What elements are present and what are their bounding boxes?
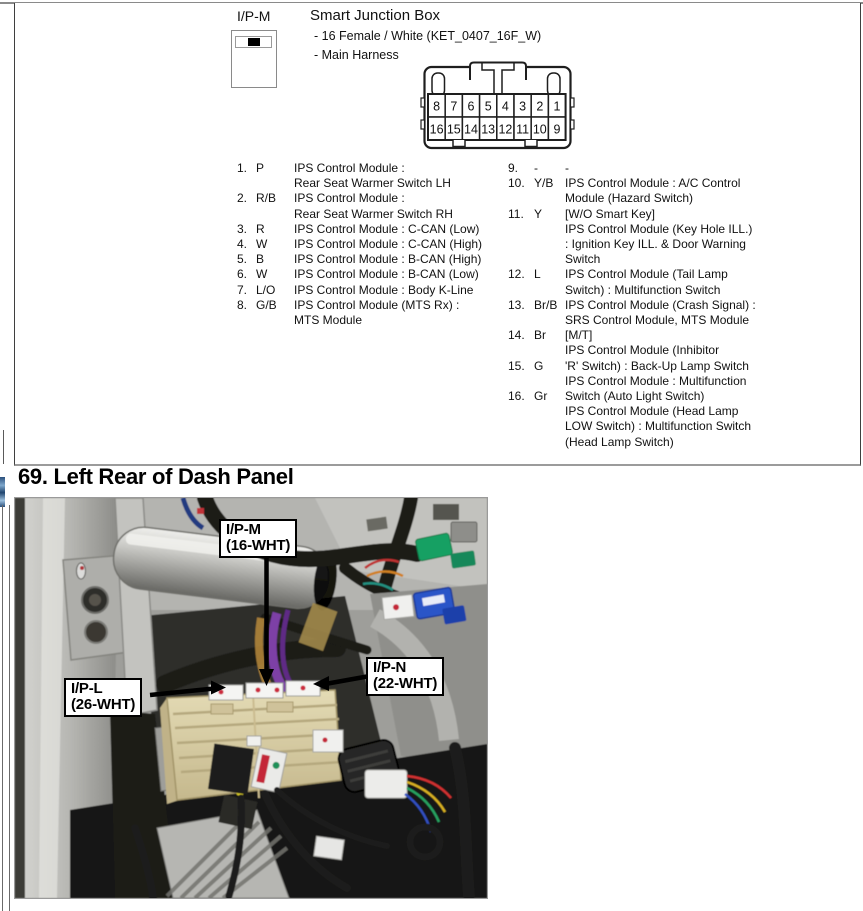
bottom-notch [525,140,537,147]
pin-number: 3. [237,221,248,236]
pin-number-wire [508,207,565,222]
pin-description [565,298,776,328]
pin-description-line: Switch [565,252,601,267]
pin-description-line: IPS Control Module (Head Lamp [565,404,739,419]
pin-cell-number: 4 [501,99,509,114]
left-edge-blue-artifact [0,477,5,507]
wire-color-code: Br/B [534,297,558,312]
pin-number-wire [237,298,294,313]
connector-latch-tab [470,63,526,81]
wire-color-code: Y [534,206,543,221]
pin-number: 5. [237,252,248,267]
pin-description [565,389,776,450]
pin-grid [428,94,566,140]
label-connector-detail: (26-WHT) [71,696,136,713]
pin-description-line: IPS Control Module (Crash Signal) : [565,297,756,312]
pin-number: 2. [237,191,248,206]
red-bit [197,508,204,514]
grommet [85,621,107,643]
pin-description-line: IPS Control Module : Multifunction [565,373,747,388]
pin-description-line: IPS Control Module (Tail Lamp [565,267,728,282]
photo-label-ipm [219,519,297,558]
pin-number-wire [237,222,294,237]
pin-item [508,389,776,450]
pin-cell-number: 12 [498,122,513,137]
pin-number-wire [508,359,565,374]
connector-subtitle-type: - 16 Female / White (KET_0407_16F_W) [314,29,542,43]
pin-cell-number: 11 [516,122,530,137]
pin-description-line: Module (Hazard Switch) [565,191,694,206]
left-edge-line-inner [9,505,10,911]
white-connector-right [382,594,414,619]
bracket-hole [433,504,459,520]
connector-spec-panel [14,3,861,466]
pin-description-line: (Head Lamp Switch) [565,434,674,449]
pin-number: 13. [508,297,525,312]
pin-cell-number: 13 [481,122,496,137]
connector-icon-latch [235,36,272,48]
grommet-center [89,594,101,606]
pin-number-wire [237,191,294,206]
location-photo [14,497,488,899]
pin-description-line: IPS Control Module : Body K-Line [294,282,474,297]
pin-description-line: IPS Control Module (MTS Rx) : [294,297,460,312]
pin-description-line: [M/T] [565,328,593,343]
corner-slot-right [548,73,561,96]
pin-number: 6. [237,267,248,282]
pin-cell-number: 14 [464,122,478,137]
pin-description [565,328,776,358]
bottom-notch [453,140,465,147]
pin-description-line: Switch (Auto Light Switch) [565,389,705,404]
pin-description-line: IPS Control Module : B-CAN (High) [294,252,482,267]
pin-cell-number: 2 [536,99,544,114]
pin-item [237,283,499,298]
pin-item [508,207,776,268]
pin-number-wire [508,389,565,404]
pin-number: 7. [237,282,248,297]
bracket-slot [77,563,86,579]
pin-description-line: - [565,161,569,175]
pin-description-line: IPS Control Module : [294,161,405,175]
pin-cell-number: 15 [446,122,461,137]
pin-number-wire [237,283,294,298]
pin-description [294,237,499,252]
pin-number-wire [508,328,565,343]
connector-title: Smart Junction Box [310,7,441,24]
pin-number-wire [508,267,565,282]
section-heading: 69. Left Rear of Dash Panel [18,464,294,489]
pin-number: 11. [508,206,524,221]
wire-color-code: L [534,267,541,282]
connector-code: I/P-M [237,8,271,24]
pin-cell-number: 10 [532,122,547,137]
pin-cell-number: 9 [553,122,561,137]
pin-description [294,161,499,191]
pin-description-line: IPS Control Module : B-CAN (Low) [294,267,479,282]
pin-description-line: MTS Module [294,313,363,328]
wire-color-code: G [534,358,544,373]
pin-number: 10. [508,176,525,191]
pin-item [237,161,499,191]
pin-description-line: [W/O Smart Key] [565,206,656,221]
pin-cell-number: 8 [433,99,441,114]
pin-description [294,298,499,328]
pin-number: 15. [508,358,525,373]
wire-color-code: L/O [256,282,276,297]
pin-description-line: SRS Control Module, MTS Module [565,313,750,328]
pin-description [565,176,776,206]
pin-description-line: IPS Control Module : [294,191,405,206]
pin-number: 9. [508,161,519,175]
side-bump [421,120,425,129]
pin-list-left [237,161,499,328]
side-bump [571,120,575,129]
pin-cell-number: 3 [519,99,527,114]
pin-cell-number: 5 [484,99,492,114]
pin-number-wire [237,237,294,252]
connector-subtitle-harness: - Main Harness [314,48,399,62]
pin-item [237,252,499,267]
pin-item [508,161,776,176]
pin-cell-number: 6 [467,99,475,114]
label-connector-detail: (16-WHT) [226,537,291,554]
label-connector-name: I/P-L [71,680,103,697]
pin-list-right [508,161,776,450]
paint-dot [80,566,84,570]
pin-description [294,267,499,282]
fuse-slot [267,702,293,712]
wire-color-code: W [256,267,268,282]
pin-item [237,298,499,328]
connector-icon-latch-block [248,38,260,46]
pin-description [565,161,776,176]
pin-description [294,283,499,298]
pin-description-line: IPS Control Module : A/C Control [565,176,741,191]
pin-description-line: IPS Control Module (Key Hole ILL.) [565,221,753,236]
photo-label-ipl [64,678,142,717]
pin-description [294,252,499,267]
pin-item [508,267,776,297]
wire-color-code: Br [534,328,546,343]
pin-item [508,328,776,358]
pin-number: 14. [508,328,525,343]
pin-description-line: : Ignition Key ILL. & Door Warning [565,237,746,252]
connector-pinout-diagram [420,58,576,153]
pin-number: 12. [508,267,525,282]
pin-item [508,298,776,328]
pin-item [508,176,776,206]
pin-description-line: IPS Control Module (Inhibitor [565,343,720,358]
pin-description-line: Switch) : Multifunction Switch [565,282,721,297]
wire-color-code: R/B [256,191,277,206]
pin-item [237,237,499,252]
pin-description [565,267,776,297]
wire-color-code: Y/B [534,176,554,191]
fuse-slot [211,704,233,714]
pin-number-wire [508,161,565,176]
pin-description-line: 'R' Switch) : Back-Up Lamp Switch [565,358,749,373]
pin-description [294,222,499,237]
pin-item [237,267,499,282]
side-bump [421,98,425,107]
pin-description-line: IPS Control Module : C-CAN (Low) [294,221,480,236]
photo-label-ipn [366,657,444,696]
pin-cell-number: 1 [553,99,561,114]
label-connector-detail: (22-WHT) [373,675,438,692]
label-connector-name: I/P-M [226,521,261,538]
pin-item [237,222,499,237]
pin-number: 8. [237,297,248,312]
label-connector-name: I/P-N [373,659,407,676]
left-edge-line-short [3,430,4,464]
pin-description [294,191,499,221]
pin-number: 4. [237,237,248,252]
pin-cell-number: 7 [450,99,458,114]
wire-color-code: Gr [534,389,548,404]
pin-item [508,359,776,389]
wire-color-code: - [534,161,538,175]
left-edge-line-outer [2,505,3,911]
pin-item [237,191,499,221]
pin-description [565,359,776,389]
pin-cell-number: 16 [429,122,444,137]
wire-color-code: B [256,252,265,267]
corner-slot-left [432,73,445,96]
pin-number: 16. [508,389,525,404]
pin-description-line: LOW Switch) : Multifunction Switch [565,419,752,434]
pin-number-wire [508,298,565,313]
pin-number-wire [508,176,565,191]
pin-number-wire [237,267,294,282]
pin-description [565,207,776,268]
pin-description-line: Rear Seat Warmer Switch RH [294,206,453,221]
wire-color-code: R [256,221,265,236]
side-bump [571,98,575,107]
wire-color-code: W [256,237,268,252]
wire-color-code: P [256,161,265,175]
pin-number: 1. [237,161,248,175]
connector-side-view-icon [231,30,277,88]
pin-description-line: IPS Control Module : C-CAN (High) [294,237,483,252]
pin-number-wire [237,252,294,267]
pin-description-line: Rear Seat Warmer Switch LH [294,176,451,191]
wire-color-code: G/B [256,297,277,312]
pin-number-wire [237,161,294,176]
